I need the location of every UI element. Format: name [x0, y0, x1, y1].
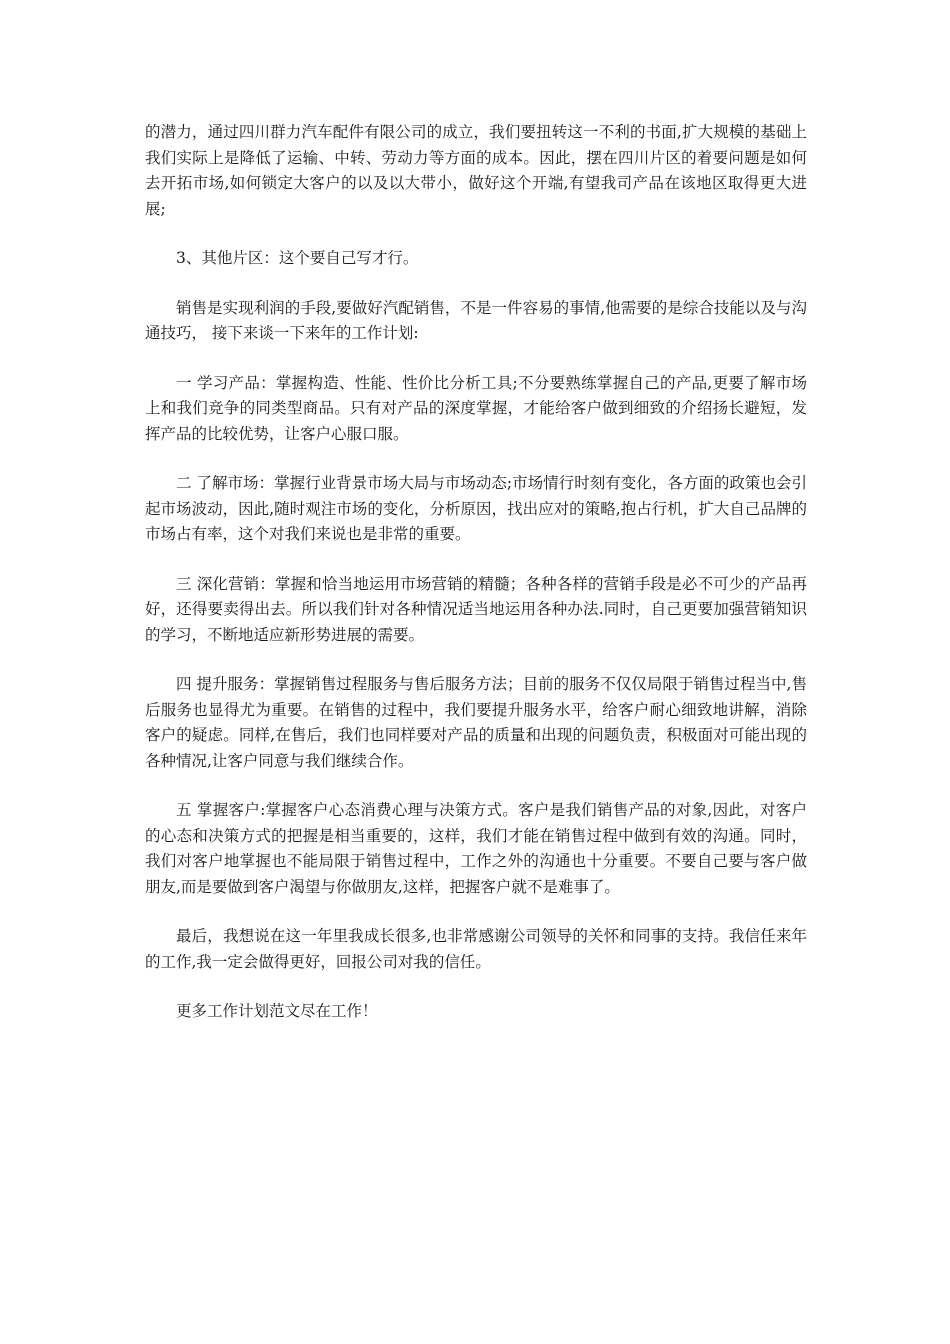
- paragraph-improve-service: 四 提升服务：掌握销售过程服务与售后服务方法；目前的服务不仅仅局限于销售过程当中,售后服务也显得尤为重要。在销售的过程中，我们要提升服务水平，给客户耐心细致地讲解，消除客户的疑虑。同样,在售后，我们也同样要对产品的质量和出现的问题负责，积极面对可能出现的各种情况,让客户同意与我们继续合作。: [145, 675, 807, 770]
- paragraph-conclusion: 最后，我想说在这一年里我成长很多,也非常感谢公司领导的关怀和同事的支持。我信任来年的工作,我一定会做得更好，回报公司对我的信任。: [145, 927, 807, 971]
- paragraph-understand-market: 二 了解市场：掌握行业背景市场大局与市场动态;市场情行时刻有变化，各方面的政策也会引起市场波动，因此,随时观注市场的变化，分析原因，找出应对的策略,抱占行机，扩大自己品牌的市场占有率，这个对我们来说也是非常的重要。: [145, 474, 807, 543]
- paragraph-footer-note: 更多工作计划范文尽在工作！: [176, 1002, 378, 1020]
- paragraph-other-regions: 3、其他片区：这个要自己写才行。: [176, 249, 419, 267]
- paragraph-learn-product: 一 学习产品：掌握构造、性能、性价比分析工具;不分要熟练掌握自己的产品,更要了解市场上和我们竞争的同类型商品。只有对产品的深度掌握，才能给客户做到细致的介绍扬长避短，发挥产品的比较优势，让客户心服口服。: [145, 373, 807, 443]
- paragraph-master-customers: 五 掌握客户:掌握客户心态消费心理与决策方式。客户是我们销售产品的对象,因此，对客户的心态和决策方式的把握是相当重要的，这样，我们才能在销售过程中做到有效的沟通。同时，我们对客户地掌握也不能局限于销售过程中，工作之外的沟通也十分重要。不要自己要与客户做朋友,而是要做到客户渴望与你做朋友,这样，把握客户就不是难事了。: [145, 801, 807, 896]
- paragraph-sales-intro: 销售是实现利润的手段,要做好汽配销售，不是一件容易的事情,他需要的是综合技能以及与沟通技巧， 接下来谈一下来年的工作计划:: [145, 298, 807, 342]
- paragraph-continuation: 的潜力，通过四川群力汽车配件有限公司的成立，我们要扭转这一不利的书面,扩大规模的基础上我们实际上是降低了运输、中转、劳动力等方面的成本。因此，摆在四川片区的着要问题是如何去开拓市场,如何锁定大客户的以及以大带小，做好这个开端,有望我司产品在该地区取得更大进展;: [145, 123, 807, 218]
- paragraph-deepen-marketing: 三 深化营销：掌握和恰当地运用市场营销的精髓；各种各样的营销手段是必不可少的产品再好，还得要卖得出去。所以我们针对各种情况适当地运用各种办法.同时，自己更要加强营销知识的学习，不断地适应新形势进展的需要。: [145, 574, 807, 644]
- document-body: [145, 120, 807, 1049]
